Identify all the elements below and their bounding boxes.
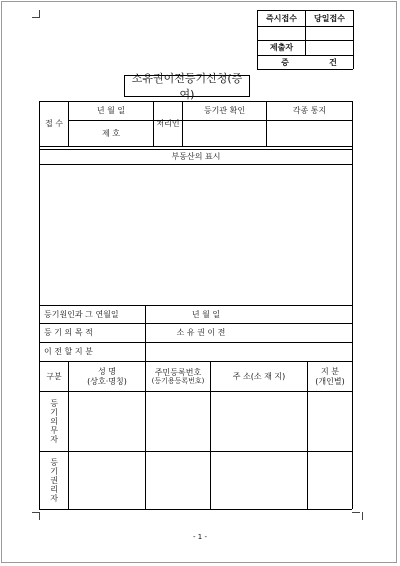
name-header-main: 성 명 <box>98 367 116 377</box>
id-header-sub: (등기용등록번호) <box>151 377 205 386</box>
share-header <box>308 362 352 391</box>
id-header-main: 주민등록번호 <box>154 367 202 377</box>
name-header-sub: (상호·명칭) <box>87 376 127 386</box>
holder-label: 등기권리자 <box>49 458 59 503</box>
cause-date-label: 등기원인과 그 연월일 <box>44 309 119 319</box>
obligor-label: 등기의무자 <box>49 399 59 444</box>
registry-confirm-field[interactable] <box>183 121 266 146</box>
receipt-date: 년 월 일 <box>96 106 126 116</box>
holder-row[interactable] <box>69 452 352 509</box>
processor-label: 처리인 <box>156 119 180 129</box>
id-header <box>146 362 210 391</box>
category-header: 구분 <box>46 371 62 381</box>
name-header <box>69 362 145 391</box>
share-field[interactable] <box>146 343 352 361</box>
registry-confirm-label: 등기관 확인 <box>203 106 246 116</box>
crop-mark-bottom-right-h <box>352 512 360 513</box>
submitter-label: 제출자 <box>269 43 294 53</box>
receipt-number: 제 호 <box>102 128 120 138</box>
cause-date-value: 년 월 일 <box>191 309 221 319</box>
page-number: - 1 - <box>193 532 207 541</box>
purpose-value: 소 유 권 이 전 <box>176 328 226 338</box>
immediate-receipt-label: 즉시접수 <box>266 13 297 23</box>
crop-mark-top-left-h <box>32 17 40 18</box>
purpose-label: 등 기 의 목 적 <box>44 328 93 338</box>
share-header-sub: (개인별) <box>315 376 345 386</box>
address-header: 주 소(소 재 지) <box>232 371 286 381</box>
crop-mark-bottom-left <box>34 512 40 520</box>
sameday-receipt-label: 당일접수 <box>314 13 345 23</box>
issue-label: 증 <box>281 57 289 67</box>
property-description-area[interactable] <box>40 165 352 305</box>
notice-label: 각종 통지 <box>292 106 327 116</box>
notice-field[interactable] <box>267 121 352 146</box>
share-label: 이 전 할 지 분 <box>44 347 93 357</box>
crop-mark-bottom-right <box>357 512 363 520</box>
form-title: 소유권이전등기신청(증여) <box>124 75 250 97</box>
share-header-main: 지 분 <box>321 367 339 377</box>
receipt-label: 접 수 <box>45 119 63 129</box>
property-header: 부동산의 표시 <box>171 152 221 162</box>
issue-unit-label: 건 <box>329 57 337 67</box>
obligor-row[interactable] <box>69 392 352 451</box>
crop-mark-bottom-left-h <box>32 512 40 513</box>
